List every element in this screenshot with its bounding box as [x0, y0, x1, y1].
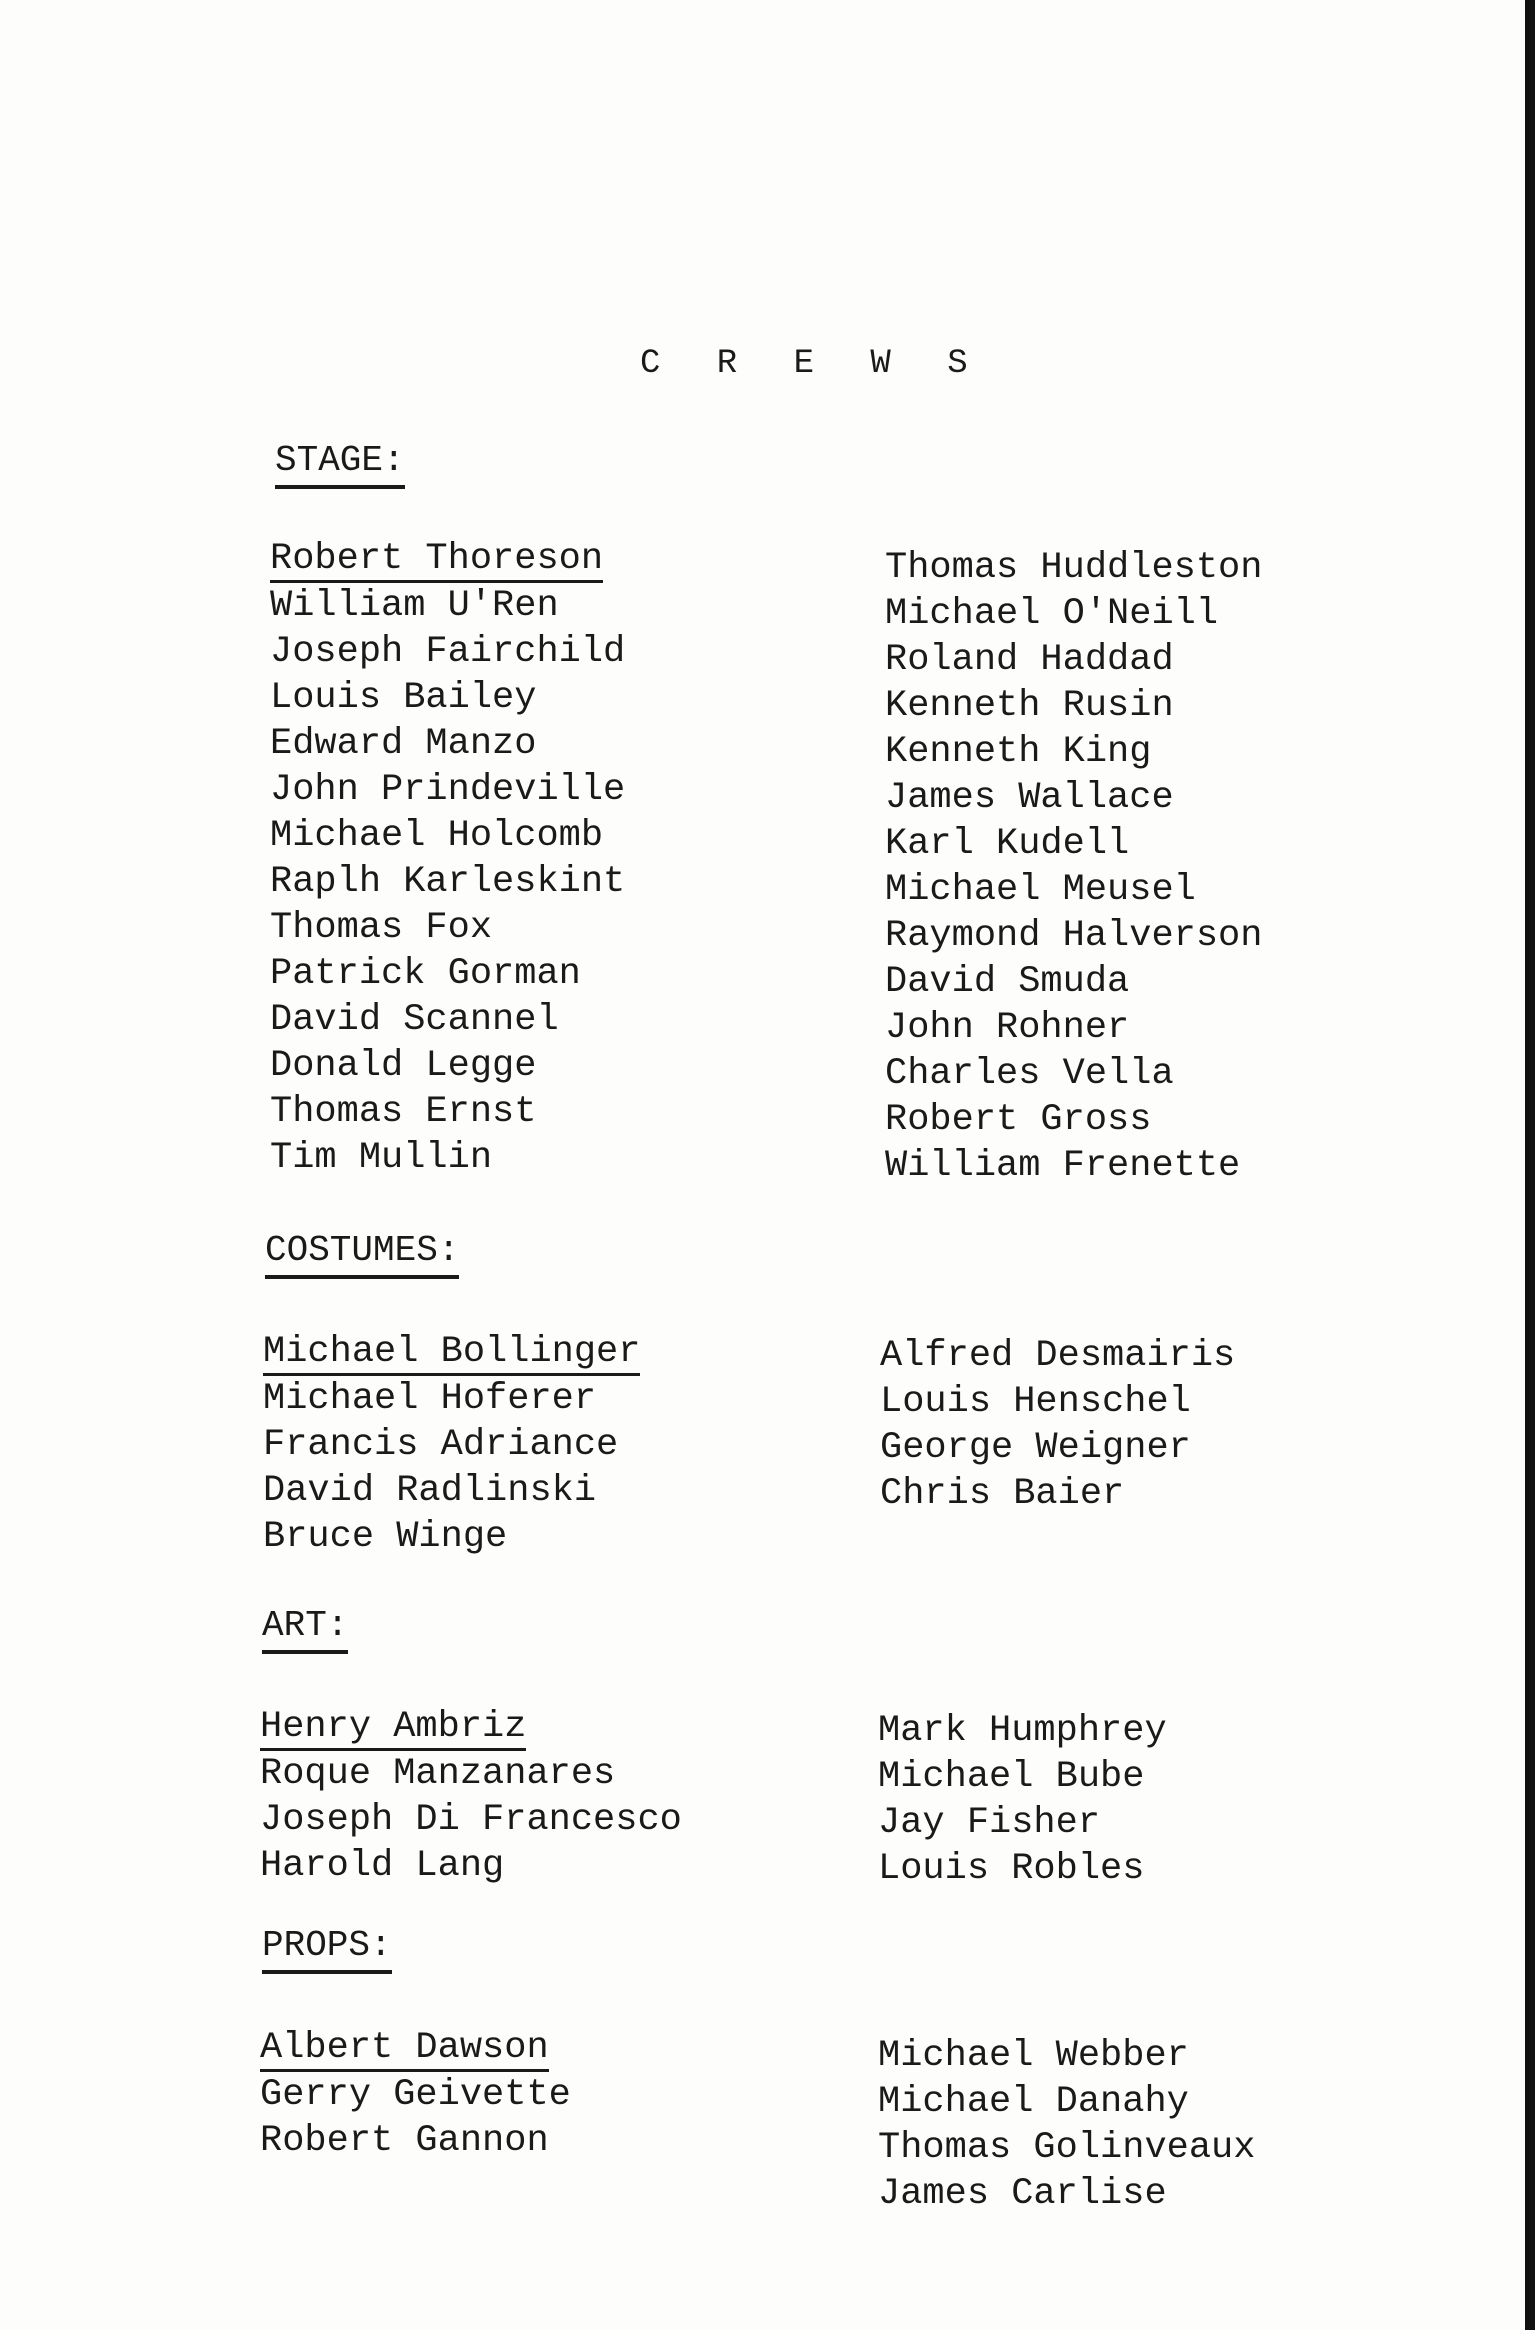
page-title: C R E W S — [640, 345, 986, 383]
crew-member-name: James Wallace — [885, 777, 1174, 819]
crew-member-name: Michael Danahy — [878, 2081, 1189, 2123]
section-heading-stage: STAGE: — [275, 440, 405, 489]
crew-member-name: Jay Fisher — [878, 1802, 1101, 1844]
stage-left-list — [270, 536, 625, 1181]
crew-member-name: Michael Hoferer — [263, 1378, 597, 1420]
crew-member-name: Edward Manzo — [270, 723, 537, 765]
crew-member-name: Tim Mullin — [270, 1137, 493, 1179]
props-left-list — [260, 2025, 571, 2164]
crew-member-name: Michael Holcomb — [270, 815, 604, 857]
crew-member-name: John Prindeville — [270, 769, 626, 811]
crew-member-name: Kenneth King — [885, 731, 1152, 773]
crew-member-name: Roland Haddad — [885, 639, 1174, 681]
section-heading-costumes: COSTUMES: — [265, 1230, 459, 1279]
crew-member-name: Alfred Desmairis — [880, 1335, 1236, 1377]
costumes-left-list — [263, 1329, 640, 1560]
crew-member-name: David Radlinski — [263, 1470, 597, 1512]
crew-member-name: Joseph Fairchild — [270, 631, 626, 673]
crew-member-name: Michael Webber — [878, 2035, 1189, 2077]
art-left-list — [260, 1704, 682, 1889]
crew-member-name: Robert Thoreson — [270, 538, 603, 583]
crew-member-name: Michael Meusel — [885, 869, 1196, 911]
art-right-list — [878, 1708, 1167, 1892]
scan-edge — [1525, 0, 1535, 2330]
crew-member-name: John Rohner — [885, 1007, 1130, 1049]
crew-member-name: Michael Bollinger — [263, 1331, 640, 1376]
crew-member-name: Kenneth Rusin — [885, 685, 1174, 727]
crew-member-name: Robert Gannon — [260, 2120, 549, 2162]
crew-member-name: James Carlise — [878, 2173, 1167, 2215]
crew-member-name: Michael O'Neill — [885, 593, 1219, 635]
props-right-list — [878, 2033, 1255, 2217]
crew-member-name: Louis Henschel — [880, 1381, 1191, 1423]
section-heading-art: ART: — [262, 1605, 348, 1654]
crew-member-name: Michael Bube — [878, 1756, 1145, 1798]
crew-member-name: Thomas Ernst — [270, 1091, 537, 1133]
crew-member-name: Patrick Gorman — [270, 953, 581, 995]
stage-right-list — [885, 545, 1262, 1189]
crew-member-name: Roque Manzanares — [260, 1753, 616, 1795]
crew-member-name: Joseph Di Francesco — [260, 1799, 682, 1841]
crew-member-name: Thomas Fox — [270, 907, 493, 949]
crew-member-name: Raymond Halverson — [885, 915, 1263, 957]
crew-member-name: Albert Dawson — [260, 2027, 549, 2072]
crew-member-name: Donald Legge — [270, 1045, 537, 1087]
crew-member-name: Francis Adriance — [263, 1424, 619, 1466]
crew-member-name: Bruce Winge — [263, 1516, 508, 1558]
crew-member-name: Louis Robles — [878, 1848, 1145, 1890]
crew-member-name: Mark Humphrey — [878, 1710, 1167, 1752]
crew-member-name: Chris Baier — [880, 1473, 1125, 1515]
crew-member-name: George Weigner — [880, 1427, 1191, 1469]
costumes-right-list — [880, 1333, 1235, 1517]
crew-member-name: William Frenette — [885, 1145, 1241, 1187]
crew-member-name: David Scannel — [270, 999, 559, 1041]
crew-member-name: Raplh Karleskint — [270, 861, 626, 903]
crew-member-name: Thomas Huddleston — [885, 547, 1263, 589]
crew-member-name: Gerry Geivette — [260, 2074, 571, 2116]
crew-member-name: William U'Ren — [270, 585, 559, 627]
crew-member-name: Robert Gross — [885, 1099, 1152, 1141]
section-heading-props: PROPS: — [262, 1925, 392, 1974]
crew-member-name: Henry Ambriz — [260, 1706, 526, 1751]
crew-member-name: Harold Lang — [260, 1845, 505, 1887]
crew-member-name: Louis Bailey — [270, 677, 537, 719]
crew-member-name: David Smuda — [885, 961, 1130, 1003]
crew-member-name: Karl Kudell — [885, 823, 1130, 865]
crew-member-name: Thomas Golinveaux — [878, 2127, 1256, 2169]
crew-member-name: Charles Vella — [885, 1053, 1174, 1095]
